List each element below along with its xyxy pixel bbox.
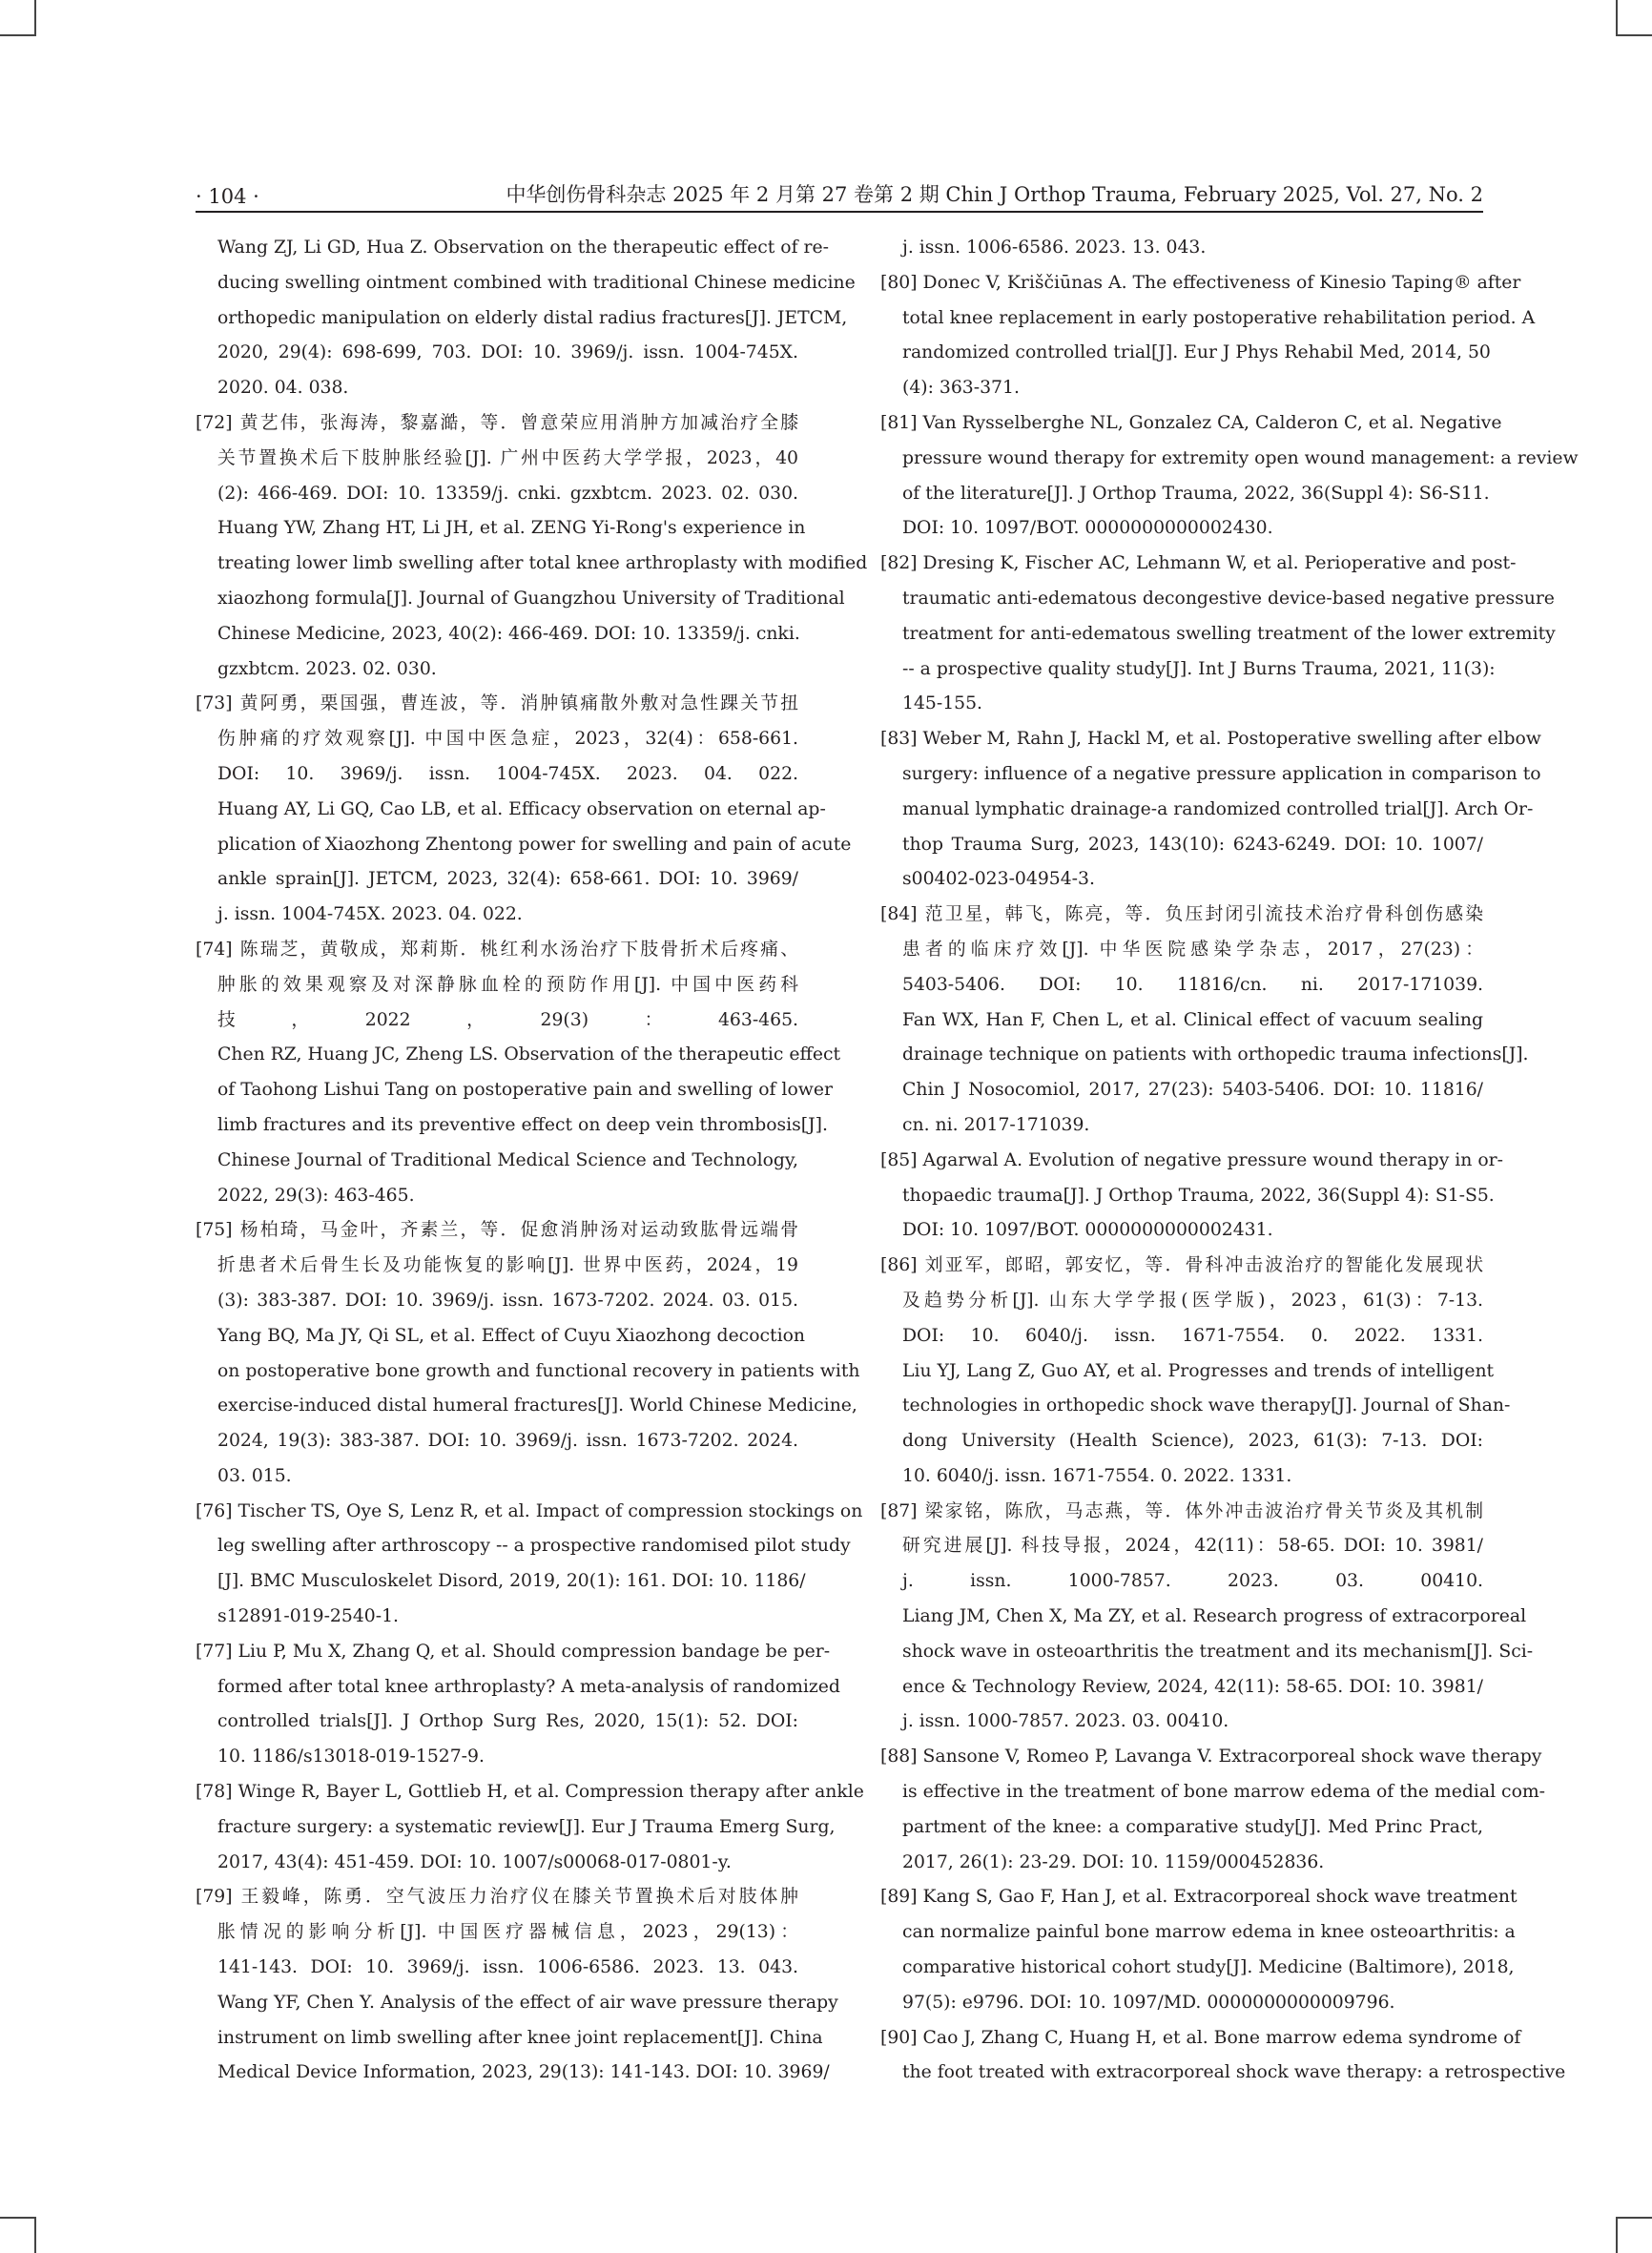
reference-text: ducing swelling ointment combined with traditional Chinese medicine: [217, 272, 856, 293]
reference-text: limb fractures and its preventive effect on deep vein thrombosis[J].: [217, 1114, 828, 1135]
reference-text: Yang BQ, Ma JY, Qi SL, et al. Effect of Cuyu Xiaozhong decoction: [217, 1325, 805, 1346]
reference-line: [880, 617, 1556, 652]
reference-text: 关节置换术后下肢肿胀经验[J]. 广州中医药大学学报，2023，40: [217, 447, 798, 468]
reference-entry: [196, 933, 841, 1213]
reference-text: Weber M, Rahn J, Hackl M, et al. Postoperative swelling after elbow: [922, 729, 1541, 750]
reference-text: 肿胀的效果观察及对深静脉血栓的预防作用[J]. 中国中医药科: [217, 974, 798, 995]
reference-text: DOI: 10. 1097/BOT. 0000000000002431.: [902, 1220, 1273, 1241]
reference-entry: [196, 1495, 863, 1635]
reference-line: [880, 1284, 1483, 1319]
reference-text: 2020. 04. 038.: [217, 378, 349, 399]
reference-text: 10. 1186/s13018-019-1527-9.: [217, 1747, 485, 1767]
header-rule: [196, 211, 1483, 213]
reference-text: Chinese Journal of Traditional Medical Science and Technology,: [217, 1149, 798, 1170]
reference-text: Chin J Nosocomiol, 2017, 27(23): 5403-5406. DOI: 10. 11816/: [902, 1080, 1483, 1101]
reference-text: Tischer TS, Oye S, Lenz R, et al. Impact of compression stockings on: [237, 1500, 863, 1521]
reference-line: [880, 1600, 1527, 1635]
reference-number: [76]: [196, 1500, 233, 1521]
reference-line: [880, 301, 1536, 337]
reference-text: controlled trials[J]. J Orthop Surg Res, 2020, 15(1): 52. DOI:: [217, 1711, 798, 1732]
reference-text: plication of Xiaozhong Zhentong power for swelling and pain of acute: [217, 834, 852, 855]
reference-text: Medical Device Information, 2023, 29(13): 141-143. DOI: 10. 3969/: [217, 2062, 830, 2083]
reference-line: [196, 1986, 838, 2021]
reference-line: [880, 336, 1491, 371]
reference-line: [196, 1846, 798, 1881]
reference-text: [J]. BMC Musculoskelet Disord, 2019, 20(1): 161. DOI: 10. 1186/: [217, 1571, 806, 1592]
reference-line: [196, 1600, 798, 1635]
reference-line: [196, 933, 798, 968]
reference-number: [75]: [196, 1220, 233, 1241]
reference-line: [880, 1424, 1483, 1459]
reference-line: [880, 1670, 1483, 1705]
reference-line: [196, 1108, 828, 1144]
reference-line: [880, 1880, 1518, 1915]
reference-line: [880, 1635, 1534, 1670]
reference-entry: [196, 1775, 864, 1880]
reference-line: [880, 1564, 1483, 1600]
reference-line: [196, 582, 845, 617]
reference-number: [78]: [196, 1782, 233, 1803]
reference-line: [880, 687, 1483, 722]
reference-line: [880, 1495, 1483, 1530]
reference-text: drainage technique on patients with orthopedic trauma infections[J].: [902, 1044, 1529, 1065]
reference-entry: [880, 898, 1529, 1144]
reference-entry: [196, 687, 852, 933]
reference-text: on postoperative bone growth and functional recovery in patients with: [217, 1360, 860, 1381]
reference-line: [196, 1635, 831, 1670]
reference-line: [196, 1459, 798, 1495]
reference-line: [880, 1986, 1483, 2021]
reference-line: [880, 1459, 1483, 1495]
reference-text: 黄艺伟，张海涛，黎嘉澔，等．曾意荣应用消肿方加减治疗全膝: [239, 412, 798, 433]
reference-text: is effective in the treatment of bone marrow edema of the medial com-: [902, 1782, 1546, 1803]
reference-text: Chen RZ, Huang JC, Zheng LS. Observation of the therapeutic effect: [217, 1044, 841, 1065]
reference-line: [880, 793, 1534, 828]
reference-text: 2022, 29(3): 463-465.: [217, 1185, 415, 1206]
reference-entry: [880, 547, 1556, 722]
reference-text: of the literature[J]. J Orthop Trauma, 2022, 36(Suppl 4): S6-S11.: [902, 483, 1490, 504]
reference-line: [880, 1529, 1483, 1564]
reference-text: Kang S, Gao F, Han J, et al. Extracorporeal shock wave treatment: [922, 1887, 1518, 1908]
reference-text: 陈瑞芝，黄敬成，郑莉斯．桃红利水汤治疗下肢骨折术后疼痛、: [239, 939, 798, 960]
reference-text: Fan WX, Han F, Chen L, et al. Clinical effect of vacuum sealing: [902, 1009, 1483, 1030]
reference-line: [880, 828, 1483, 863]
reference-text: 2017, 26(1): 23-29. DOI: 10. 1159/000452836.: [902, 1851, 1325, 1872]
reference-line: [880, 1705, 1483, 1740]
reference-text: Chinese Medicine, 2023, 40(2): 466-469. DOI: 10. 13359/j. cnki.: [217, 623, 800, 644]
reference-line: [196, 2056, 830, 2091]
reference-line: [880, 371, 1483, 406]
reference-text: 141-143. DOI: 10. 3969/j. issn. 1006-6586. 2023. 13. 043.: [217, 1957, 798, 1978]
reference-line: [880, 1389, 1511, 1424]
reference-line: [880, 2021, 1521, 2057]
reference-line: [196, 1424, 798, 1459]
reference-text: partment of the knee: a comparative study[J]. Med Princ Pract,: [902, 1816, 1483, 1837]
reference-text: Huang YW, Zhang HT, Li JH, et al. ZENG Yi-Rong's experience in: [217, 518, 806, 539]
reference-line: [880, 1319, 1483, 1354]
reference-line: [880, 1213, 1483, 1249]
reference-line: [196, 1073, 833, 1108]
reference-text: formed after total knee arthroplasty? A meta-analysis of randomized: [217, 1676, 840, 1697]
reference-line: [196, 1038, 841, 1073]
reference-text: dong University (Health Science), 2023, 61(3): 7-13. DOI:: [902, 1431, 1483, 1452]
reference-line: [196, 266, 856, 301]
crop-mark-bottom-left: [0, 2217, 36, 2253]
reference-text: thopaedic trauma[J]. J Orthop Trauma, 2022, 36(Suppl 4): S1-S5.: [902, 1185, 1495, 1206]
reference-text: 范卫星，韩飞，陈亮，等．负压封闭引流技术治疗骨科创伤感染: [924, 904, 1483, 925]
reference-text: DOI: 10. 6040/j. issn. 1671-7554. 0. 2022. 1331.: [902, 1325, 1483, 1346]
reference-number: [84]: [880, 904, 918, 925]
reference-line: [196, 1144, 798, 1179]
reference-line: [196, 1249, 798, 1284]
reference-entry: [196, 1880, 838, 2091]
reference-number: [82]: [880, 553, 918, 574]
page-number: · 104 ·: [196, 185, 259, 208]
reference-line: [880, 1775, 1546, 1810]
reference-line: [880, 582, 1555, 617]
reference-text: can normalize painful bone marrow edema in knee osteoarthritis: a: [902, 1922, 1516, 1943]
reference-line: [196, 968, 798, 1003]
crop-mark-bottom-right: [1616, 2217, 1652, 2253]
reference-text: j. issn. 1004-745X. 2023. 04. 022.: [217, 904, 523, 925]
reference-text: j. issn. 1000-7857. 2023. 03. 00410.: [902, 1571, 1483, 1592]
reference-entry: [880, 1880, 1518, 2020]
reference-line: [880, 511, 1483, 547]
reference-line: [196, 1319, 805, 1354]
reference-text: (2): 466-469. DOI: 10. 13359/j. cnki. gzxbtcm. 2023. 02. 030.: [217, 483, 798, 504]
reference-text: DOI: 10. 3969/j. issn. 1004-745X. 2023. 04. 022.: [217, 763, 798, 784]
reference-line: [196, 231, 829, 266]
reference-line: [880, 1846, 1483, 1881]
reference-text: 2024, 19(3): 383-387. DOI: 10. 3969/j. issn. 1673-7202. 2024.: [217, 1431, 798, 1452]
reference-text: DOI: 10. 1097/BOT. 0000000000002430.: [902, 518, 1273, 539]
reference-line: [196, 1670, 840, 1705]
reference-text: 2020, 29(4): 698-699, 703. DOI: 10. 3969/j. issn. 1004-745X.: [217, 342, 798, 363]
reference-line: [880, 933, 1483, 968]
reference-text: leg swelling after arthroscopy -- a prospective randomised pilot study: [217, 1536, 851, 1557]
reference-line: [196, 1213, 798, 1249]
reference-text: ence & Technology Review, 2024, 42(11): 58-65. DOI: 10. 3981/: [902, 1676, 1483, 1697]
reference-text: 伤肿痛的疗效观察[J]. 中国中医急症，2023，32(4)：658-661.: [217, 729, 798, 750]
reference-line: [880, 547, 1517, 582]
reference-line: [880, 968, 1483, 1003]
reference-text: technologies in orthopedic shock wave therapy[J]. Journal of Shan-: [902, 1395, 1511, 1416]
reference-line: [196, 862, 798, 898]
reference-number: [83]: [880, 729, 918, 750]
reference-text: Agarwal A. Evolution of negative pressure wound therapy in or-: [922, 1149, 1503, 1170]
reference-text: cn. ni. 2017-171039.: [902, 1114, 1090, 1135]
reference-line: [196, 793, 826, 828]
reference-number: [87]: [880, 1500, 918, 1521]
reference-line: [196, 406, 798, 442]
reference-text: thop Trauma Surg, 2023, 143(10): 6243-6249. DOI: 10. 1007/: [902, 834, 1483, 855]
reference-number: [81]: [880, 412, 918, 433]
reference-line: [196, 828, 852, 863]
reference-line: [196, 757, 798, 793]
reference-text: (3): 383-387. DOI: 10. 3969/j. issn. 1673-7202. 2024. 03. 015.: [217, 1290, 798, 1311]
reference-entry: [196, 406, 868, 687]
reference-text: treatment for anti-edematous swelling treatment of the lower extremity: [902, 623, 1556, 644]
reference-entry: [880, 2021, 1566, 2092]
reference-entry: [880, 266, 1536, 406]
reference-line: [880, 1740, 1542, 1775]
reference-text: 及趋势分析[J]. 山东大学学报(医学版)，2023，61(3)：7-13.: [902, 1290, 1483, 1311]
reference-line: [196, 898, 798, 933]
reference-line: [196, 1003, 798, 1039]
reference-line: [880, 1810, 1483, 1846]
reference-number: [79]: [196, 1887, 233, 1908]
reference-text: -- a prospective quality study[J]. Int J Burns Trauma, 2021, 11(3):: [902, 658, 1496, 679]
reference-text: 胀情况的影响分析[J]. 中国医疗器械信息，2023，29(13)：: [217, 1922, 798, 1943]
reference-line: [880, 862, 1483, 898]
reference-line: [880, 1003, 1483, 1039]
reference-text: 梁家铭，陈欣，马志燕，等．体外冲击波治疗骨关节炎及其机制: [924, 1500, 1483, 1521]
reference-text: traumatic anti-edematous decongestive device-based negative pressure: [902, 588, 1555, 609]
reference-text: pressure wound therapy for extremity open wound management: a review: [902, 447, 1579, 468]
reference-line: [880, 1354, 1495, 1390]
reference-line: [196, 336, 798, 371]
reference-number: [90]: [880, 2027, 918, 2048]
reference-text: 患者的临床疗效[J]. 中华医院感染学杂志，2017，27(23)：: [902, 939, 1483, 960]
reference-line: [196, 617, 798, 652]
reference-line: [880, 1108, 1483, 1144]
reference-text: comparative historical cohort study[J]. Medicine (Baltimore), 2018,: [902, 1957, 1515, 1978]
reference-text: Liu YJ, Lang Z, Guo AY, et al. Progresses and trends of intelligent: [902, 1360, 1495, 1381]
reference-line: [880, 1951, 1515, 1986]
reference-text: 刘亚军，郎昭，郭安忆，等．骨科冲击波治疗的智能化发展现状: [924, 1255, 1483, 1276]
reference-line: [196, 1179, 798, 1214]
reference-text: ankle sprain[J]. JETCM, 2023, 32(4): 658-661. DOI: 10. 3969/: [217, 869, 798, 890]
reference-text: (4): 363-371.: [902, 378, 1020, 399]
reference-text: 黄阿勇，栗国强，曹连波，等．消肿镇痛散外敷对急性踝关节扭: [239, 693, 798, 714]
reference-text: orthopedic manipulation on elderly distal radius fractures[J]. JETCM,: [217, 307, 848, 328]
reference-line: [196, 301, 848, 337]
reference-line: [196, 1951, 798, 1986]
reference-line: [880, 1144, 1503, 1179]
reference-text: s12891-019-2540-1.: [217, 1606, 399, 1627]
reference-line: [880, 757, 1541, 793]
reference-line: [196, 1705, 798, 1740]
reference-text: Liu P, Mu X, Zhang Q, et al. Should compression bandage be per-: [237, 1641, 831, 1662]
reference-text: Van Rysselberghe NL, Gonzalez CA, Calderon C, et al. Negative: [922, 412, 1502, 433]
reference-number: [74]: [196, 939, 233, 960]
reference-line: [880, 722, 1541, 757]
right-column: [880, 231, 1579, 2091]
reference-entry: [880, 1495, 1534, 1741]
crop-mark-top-left: [0, 0, 36, 36]
reference-text: of Taohong Lishui Tang on postoperative pain and swelling of lower: [217, 1080, 833, 1101]
reference-text: randomized controlled trial[J]. Eur J Phys Rehabil Med, 2014, 50: [902, 342, 1491, 363]
page-header: [196, 176, 1483, 208]
reference-line: [880, 406, 1502, 442]
reference-line: [880, 1073, 1483, 1108]
reference-text: Wang ZJ, Li GD, Hua Z. Observation on the therapeutic effect of re-: [217, 238, 829, 258]
reference-text: shock wave in osteoarthritis the treatment and its mechanism[J]. Sci-: [902, 1641, 1534, 1662]
reference-line: [880, 1249, 1483, 1284]
reference-text: exercise-induced distal humeral fractures[J]. World Chinese Medicine,: [217, 1395, 857, 1416]
reference-entry: [196, 231, 856, 406]
reference-entry: [880, 1144, 1503, 1249]
reference-line: [880, 2056, 1566, 2091]
reference-text: 2017, 43(4): 451-459. DOI: 10. 1007/s00068-017-0801-y.: [217, 1851, 732, 1872]
reference-entry: [880, 1249, 1511, 1495]
crop-mark-top-right: [1616, 0, 1652, 36]
reference-line: [880, 652, 1496, 688]
reference-text: j. issn. 1000-7857. 2023. 03. 00410.: [902, 1711, 1229, 1732]
reference-line: [196, 1284, 798, 1319]
reference-line: [880, 477, 1490, 512]
reference-line: [196, 1775, 864, 1810]
reference-text: Winge R, Bayer L, Gottlieb H, et al. Compression therapy after ankle: [237, 1782, 864, 1803]
reference-line: [196, 477, 798, 512]
reference-text: Dresing K, Fischer AC, Lehmann W, et al. Perioperative and post-: [922, 553, 1517, 574]
reference-line: [880, 266, 1521, 301]
reference-line: [196, 652, 798, 688]
reference-line: [196, 1389, 857, 1424]
reference-number: [73]: [196, 693, 233, 714]
reference-line: [880, 1038, 1529, 1073]
reference-text: Huang AY, Li GQ, Cao LB, et al. Efficacy observation on eternal ap-: [217, 798, 826, 819]
reference-number: [86]: [880, 1255, 918, 1276]
reference-text: 5403-5406. DOI: 10. 11816/cn. ni. 2017-171039.: [902, 974, 1483, 995]
reference-text: manual lymphatic drainage-a randomized controlled trial[J]. Arch Or-: [902, 798, 1534, 819]
reference-entry: [880, 1740, 1546, 1880]
reference-number: [89]: [880, 1887, 918, 1908]
reference-line: [196, 547, 868, 582]
reference-text: surgery: influence of a negative pressure application in comparison to: [902, 763, 1541, 784]
reference-entry: [880, 722, 1541, 898]
reference-number: [72]: [196, 412, 233, 433]
reference-line: [196, 1564, 806, 1600]
reference-line: [196, 371, 798, 406]
reference-text: 97(5): e9796. DOI: 10. 1097/MD. 0000000000009796.: [902, 1992, 1395, 2013]
reference-line: [196, 1740, 798, 1775]
reference-line: [196, 1915, 798, 1951]
reference-text: the foot treated with extracorporeal shock wave therapy: a retrospective: [902, 2062, 1566, 2083]
reference-line: [196, 1354, 860, 1390]
reference-number: [88]: [880, 1747, 918, 1767]
reference-text: fracture surgery: a systematic review[J]. Eur J Trauma Emerg Surg,: [217, 1816, 836, 1837]
reference-line: [196, 722, 798, 757]
reference-text: instrument on limb swelling after knee joint replacement[J]. China: [217, 2027, 823, 2048]
reference-line: [196, 511, 806, 547]
reference-text: s00402-023-04954-3.: [902, 869, 1095, 890]
reference-text: gzxbtcm. 2023. 02. 030.: [217, 658, 437, 679]
reference-line: [196, 2021, 823, 2057]
reference-text: Donec V, Kriščiūnas A. The effectiveness of Kinesio Taping® after: [922, 272, 1521, 293]
reference-text: 折患者术后骨生长及功能恢复的影响[J]. 世界中医药，2024，19: [217, 1255, 798, 1276]
reference-text: 杨柏琦，马金叶，齐素兰，等．促愈消肿汤对运动致肱骨远端骨: [239, 1220, 798, 1241]
reference-line: [196, 687, 798, 722]
reference-entry: [880, 406, 1579, 547]
reference-text: total knee replacement in early postoperative rehabilitation period. A: [902, 307, 1536, 328]
reference-line: [880, 898, 1483, 933]
reference-number: [77]: [196, 1641, 233, 1662]
reference-text: 03. 015.: [217, 1465, 292, 1486]
reference-text: xiaozhong formula[J]. Journal of Guangzhou University of Traditional: [217, 588, 845, 609]
reference-number: [80]: [880, 272, 918, 293]
reference-line: [196, 1495, 863, 1530]
reference-text: j. issn. 1006-6586. 2023. 13. 043.: [902, 238, 1207, 258]
reference-line: [196, 442, 798, 477]
reference-entry: [196, 1213, 860, 1494]
left-column: [196, 231, 868, 2091]
reference-line: [880, 1179, 1495, 1214]
reference-text: Sansone V, Romeo P, Lavanga V. Extracorporeal shock wave therapy: [922, 1747, 1542, 1767]
reference-entry: [196, 1635, 840, 1775]
reference-text: Liang JM, Chen X, Ma ZY, et al. Research progress of extracorporeal: [902, 1606, 1527, 1627]
reference-line: [196, 1880, 798, 1915]
reference-text: 10. 6040/j. issn. 1671-7554. 0. 2022. 1331.: [902, 1465, 1292, 1486]
reference-text: treating lower limb swelling after total knee arthroplasty with modified: [217, 553, 868, 574]
reference-line: [880, 1915, 1516, 1951]
reference-text: 研究进展[J]. 科技导报，2024，42(11)：58-65. DOI: 10. 3981/: [902, 1536, 1483, 1557]
reference-text: 145-155.: [902, 693, 983, 714]
reference-text: Wang YF, Chen Y. Analysis of the effect of air wave pressure therapy: [217, 1992, 838, 2013]
reference-line: [880, 442, 1579, 477]
reference-line: [880, 231, 1483, 266]
reference-text: 王毅峰，陈勇．空气波压力治疗仪在膝关节置换术后对肢体肿: [240, 1887, 798, 1908]
reference-entry: [880, 231, 1483, 266]
reference-text: 技，2022，29(3)：463-465.: [217, 1009, 798, 1030]
reference-line: [196, 1529, 851, 1564]
reference-number: [85]: [880, 1149, 918, 1170]
running-head: 中华创伤骨科杂志 2025 年 2 月第 27 卷第 2 期 Chin J Orthop Trauma, February 2025, Vol. 27, No. 2: [506, 183, 1483, 206]
reference-text: Cao J, Zhang C, Huang H, et al. Bone marrow edema syndrome of: [922, 2027, 1521, 2048]
reference-line: [196, 1810, 836, 1846]
